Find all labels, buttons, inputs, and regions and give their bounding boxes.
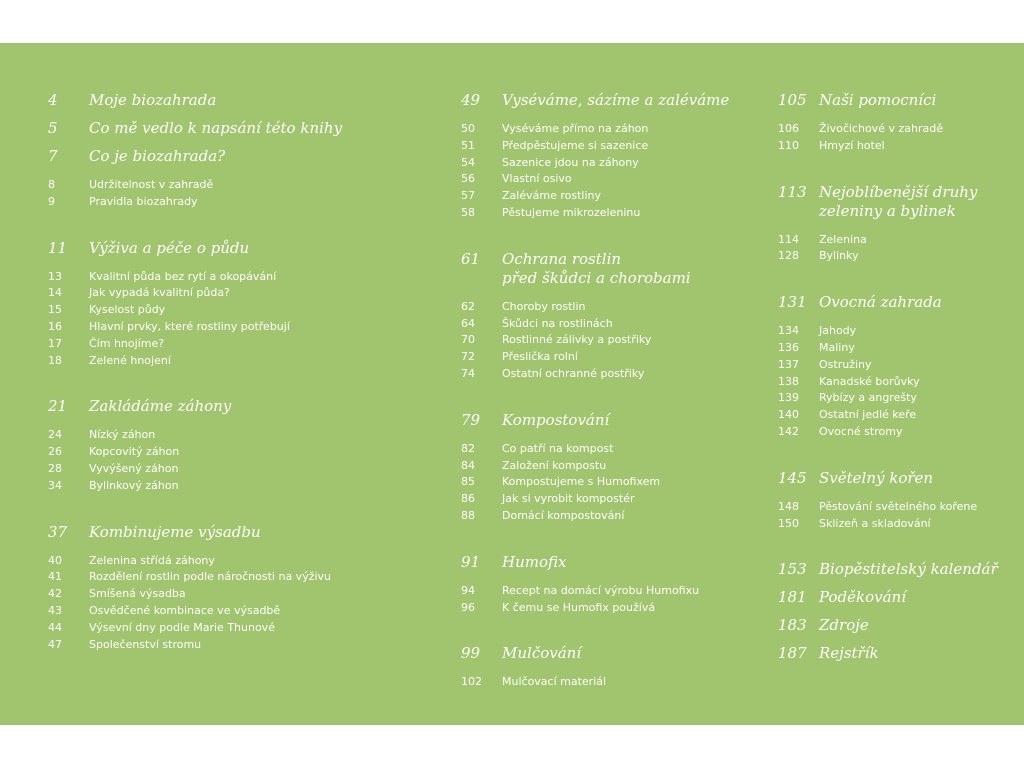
spacer — [778, 532, 1018, 560]
subsection-page-number: 50 — [461, 122, 475, 135]
subsection-list — [48, 177, 378, 211]
subsection-entry — [461, 138, 761, 155]
chapter-title-line: Poděkování — [819, 588, 906, 607]
subsection-title: Zaléváme rostliny — [502, 189, 601, 203]
chapter-title — [89, 147, 225, 166]
subsection-title: Rostlinné zálivky a postřiky — [502, 333, 652, 347]
subsection-entry — [778, 340, 1018, 357]
toc-chapter — [461, 91, 761, 110]
subsection-title: Bylinkový záhon — [89, 478, 179, 492]
subsection-list — [48, 553, 378, 654]
subsection-title: Kyselost půdy — [89, 303, 166, 317]
chapter-title — [819, 183, 977, 221]
subsection-title: Kompostujeme s Humofixem — [502, 475, 661, 489]
subsection-title: Kanadské borůvky — [819, 374, 920, 388]
subsection-page-number: 85 — [461, 475, 475, 489]
subsection-page-number: 70 — [461, 333, 475, 347]
toc-chapter — [48, 91, 378, 110]
chapter-title — [819, 644, 879, 663]
chapter-page-number: 91 — [461, 552, 481, 571]
subsection-entry — [778, 390, 1018, 407]
subsection-page-number: 16 — [48, 319, 62, 333]
subsection-page-number: 114 — [778, 232, 799, 246]
subsection-entry — [48, 569, 378, 586]
toc-chapter — [778, 560, 1018, 579]
chapter-title-line: Co mě vedlo k napsání této knihy — [89, 119, 343, 137]
chapter-title-line: Biopěstitelský kalendář — [819, 560, 998, 579]
subsection-entry — [461, 441, 761, 458]
subsection-entry — [461, 121, 761, 138]
subsection-entry — [48, 177, 378, 194]
toc-column-3 — [778, 91, 1018, 663]
chapter-page-number: 49 — [461, 91, 481, 109]
subsection-entry — [48, 603, 378, 620]
chapter-title-line: Kombinujeme výsadbu — [89, 522, 261, 541]
spacer — [461, 222, 761, 250]
subsection-title: Jak vypadá kvalitní půda? — [89, 286, 230, 300]
subsection-entry — [461, 674, 761, 691]
chapter-title-line: Ochrana rostlin — [502, 249, 622, 268]
subsection-list — [778, 121, 1018, 155]
subsection-title: Smíšená výsadba — [89, 587, 186, 601]
toc-chapter — [778, 183, 1018, 221]
chapter-page-number: 4 — [48, 91, 58, 109]
subsection-entry — [778, 499, 1018, 516]
chapter-page-number: 99 — [461, 644, 481, 663]
subsection-page-number: 94 — [461, 583, 475, 597]
subsection-title: Předpěstujeme si sazenice — [502, 138, 649, 152]
chapter-page-number: 21 — [48, 397, 68, 416]
chapter-title-line: Světelný kořen — [819, 468, 934, 487]
chapter-title — [502, 91, 729, 110]
chapter-title-line: Zakládáme záhony — [89, 397, 232, 416]
subsection-entry — [48, 553, 378, 570]
subsection-title: Co patří na kompost — [502, 441, 614, 455]
toc-column-1 — [48, 91, 378, 653]
subsection-page-number: 96 — [461, 600, 475, 614]
subsection-title: Domácí kompostování — [502, 508, 625, 522]
subsection-page-number: 14 — [48, 286, 62, 300]
toc-chapter — [778, 293, 1018, 312]
subsection-list — [778, 499, 1018, 533]
chapter-page-number: 79 — [461, 410, 481, 429]
spacer — [48, 138, 378, 147]
subsection-title: Živočichové v zahradě — [819, 122, 943, 135]
subsection-title: Pěstujeme mikrozeleninu — [502, 205, 641, 219]
subsection-entry — [48, 586, 378, 603]
subsection-page-number: 26 — [48, 445, 62, 459]
subsection-title: Pravidla biozahrady — [89, 194, 198, 208]
toc-chapter — [48, 147, 378, 166]
chapter-title-line: Co je biozahrada? — [89, 147, 226, 165]
subsection-title: Recept na domácí výrobu Humofixu — [502, 583, 700, 597]
subsection-entry — [778, 357, 1018, 374]
subsection-entry — [461, 316, 761, 333]
subsection-entry — [48, 194, 378, 211]
chapter-page-number: 61 — [461, 249, 481, 268]
toc-chapter — [461, 250, 761, 288]
subsection-page-number: 74 — [461, 366, 475, 380]
subsection-title: Kvalitní půda bez rytí a okopávání — [89, 269, 277, 283]
chapter-title — [819, 588, 906, 607]
subsection-page-number: 28 — [48, 461, 62, 475]
chapter-title-line: Humofix — [502, 552, 567, 571]
subsection-page-number: 18 — [48, 353, 62, 367]
subsection-title: Ovocné stromy — [819, 424, 903, 438]
subsection-entry — [461, 171, 761, 188]
subsection-page-number: 47 — [48, 637, 62, 651]
subsection-entry — [48, 461, 378, 478]
subsection-entry — [48, 319, 378, 336]
subsection-title: Maliny — [819, 340, 855, 354]
subsection-page-number: 40 — [48, 553, 62, 567]
subsection-page-number: 51 — [461, 138, 475, 152]
subsection-page-number: 86 — [461, 492, 475, 506]
subsection-title: Jak si vyrobit kompostér — [502, 492, 635, 506]
subsection-title: Vyvýšený záhon — [89, 461, 179, 475]
spacer — [48, 495, 378, 523]
subsection-page-number: 24 — [48, 428, 62, 442]
subsection-entry — [461, 299, 761, 316]
subsection-page-number: 62 — [461, 299, 475, 313]
chapter-page-number: 153 — [778, 560, 807, 579]
subsection-title: Vyséváme přímo na záhon — [502, 122, 649, 135]
subsection-entry — [461, 583, 761, 600]
subsection-page-number: 138 — [778, 374, 799, 388]
subsection-title: Nízký záhon — [89, 428, 156, 442]
subsection-entry — [48, 620, 378, 637]
chapter-title — [502, 250, 691, 288]
chapter-title — [502, 553, 566, 572]
subsection-entry — [48, 285, 378, 302]
spacer — [778, 265, 1018, 293]
spacer — [778, 579, 1018, 588]
chapter-page-number: 37 — [48, 522, 68, 541]
subsection-page-number: 148 — [778, 499, 799, 513]
subsection-title: Hlavní prvky, které rostliny potřebují — [89, 319, 290, 333]
subsection-page-number: 110 — [778, 138, 799, 152]
subsection-title: Mulčovací materiál — [502, 675, 607, 689]
subsection-title: Kopcovitý záhon — [89, 445, 180, 459]
subsection-list — [778, 232, 1018, 266]
subsection-title: Vlastní osivo — [502, 172, 572, 186]
chapter-title — [819, 91, 936, 110]
chapter-page-number: 5 — [48, 119, 58, 137]
subsection-page-number: 140 — [778, 408, 799, 422]
spacer — [48, 369, 378, 397]
chapter-title — [819, 469, 933, 488]
subsection-entry — [778, 323, 1018, 340]
chapter-title — [502, 411, 609, 430]
chapter-page-number: 105 — [778, 91, 807, 109]
toc-chapter — [778, 588, 1018, 607]
spacer — [461, 616, 761, 644]
toc-chapter — [48, 119, 378, 138]
subsection-entry — [461, 474, 761, 491]
subsection-entry — [778, 407, 1018, 424]
subsection-page-number: 9 — [48, 194, 55, 208]
chapter-title — [819, 293, 942, 312]
subsection-page-number: 41 — [48, 570, 62, 584]
subsection-entry — [461, 491, 761, 508]
subsection-entry — [461, 155, 761, 172]
chapter-title — [89, 397, 231, 416]
chapter-page-number: 7 — [48, 147, 58, 165]
chapter-title-line: Ovocná zahrada — [819, 293, 942, 312]
subsection-title: Škůdci na rostlinách — [502, 316, 613, 330]
toc-chapter — [778, 644, 1018, 663]
chapter-title — [819, 616, 869, 635]
subsection-page-number: 64 — [461, 316, 475, 330]
subsection-page-number: 142 — [778, 424, 799, 438]
subsection-page-number: 58 — [461, 205, 475, 219]
toc-chapter — [48, 397, 378, 416]
toc-chapter — [461, 553, 761, 572]
subsection-page-number: 150 — [778, 516, 799, 530]
spacer — [778, 635, 1018, 644]
spacer — [778, 155, 1018, 183]
subsection-title: Zelenina — [819, 232, 867, 246]
toc-chapter — [48, 523, 378, 542]
chapter-page-number: 183 — [778, 616, 807, 635]
subsection-entry — [778, 248, 1018, 265]
toc-chapter — [48, 239, 378, 258]
subsection-entry — [48, 637, 378, 654]
toc-chapter — [778, 469, 1018, 488]
chapter-title — [89, 91, 216, 110]
chapter-page-number: 181 — [778, 588, 807, 607]
subsection-page-number: 44 — [48, 620, 62, 634]
toc-chapter — [778, 616, 1018, 635]
subsection-page-number: 84 — [461, 458, 475, 472]
toc-chapter — [778, 91, 1018, 110]
subsection-page-number: 106 — [778, 122, 799, 135]
subsection-entry — [461, 205, 761, 222]
subsection-page-number: 139 — [778, 391, 799, 405]
subsection-page-number: 34 — [48, 478, 62, 492]
subsection-page-number: 57 — [461, 189, 475, 203]
subsection-title: Ostružiny — [819, 357, 872, 371]
chapter-title-line: Nejoblíbenější druhy — [819, 182, 978, 201]
subsection-list — [461, 299, 761, 383]
subsection-title: Ostatní ochranné postřiky — [502, 366, 645, 380]
subsection-title: Udržitelnost v zahradě — [89, 178, 214, 191]
subsection-title: Zelenina střídá záhony — [89, 553, 215, 567]
subsection-title: Založení kompostu — [502, 458, 607, 472]
chapter-page-number: 113 — [778, 182, 807, 201]
subsection-page-number: 88 — [461, 508, 475, 522]
subsection-entry — [778, 424, 1018, 441]
subsection-entry — [48, 336, 378, 353]
subsection-entry — [461, 332, 761, 349]
subsection-entry — [778, 121, 1018, 138]
subsection-page-number: 15 — [48, 303, 62, 317]
spacer — [48, 110, 378, 119]
chapter-page-number: 11 — [48, 238, 68, 257]
subsection-title: Hmyzí hotel — [819, 138, 885, 152]
subsection-entry — [461, 366, 761, 383]
toc-chapter — [461, 644, 761, 663]
subsection-entry — [461, 600, 761, 617]
subsection-title: Choroby rostlin — [502, 299, 586, 313]
subsection-title: Zelené hnojení — [89, 353, 171, 367]
chapter-title — [502, 644, 581, 663]
chapter-title-line: Výživa a péče o půdu — [89, 238, 250, 257]
subsection-entry — [48, 269, 378, 286]
subsection-page-number: 82 — [461, 441, 475, 455]
subsection-page-number: 102 — [461, 675, 482, 689]
subsection-entry — [778, 516, 1018, 533]
subsection-entry — [778, 374, 1018, 391]
subsection-title: Bylinky — [819, 249, 859, 263]
subsection-page-number: 43 — [48, 603, 62, 617]
subsection-page-number: 128 — [778, 249, 799, 263]
chapter-title-line: Mulčování — [502, 644, 582, 663]
subsection-page-number: 13 — [48, 269, 62, 283]
spacer — [48, 211, 378, 239]
subsection-list — [461, 121, 761, 222]
subsection-entry — [48, 478, 378, 495]
spacer — [461, 525, 761, 553]
subsection-title: Čím hnojíme? — [89, 336, 165, 350]
chapter-title-line: Kompostování — [502, 410, 610, 429]
chapter-page-number: 131 — [778, 293, 807, 312]
subsection-entry — [778, 138, 1018, 155]
spacer — [778, 441, 1018, 469]
chapter-page-number: 187 — [778, 644, 807, 663]
subsection-list — [48, 427, 378, 494]
chapter-page-number: 145 — [778, 468, 807, 487]
subsection-page-number: 8 — [48, 178, 55, 191]
subsection-entry — [461, 458, 761, 475]
subsection-title: Přeslička rolní — [502, 350, 578, 364]
subsection-title: Osvědčené kombinace ve výsadbě — [89, 603, 281, 617]
chapter-title-line: Moje biozahrada — [89, 91, 217, 109]
subsection-page-number: 42 — [48, 587, 62, 601]
subsection-title: Pěstování světelného kořene — [819, 499, 978, 513]
subsection-entry — [461, 188, 761, 205]
subsection-entry — [48, 302, 378, 319]
subsection-title: Sazenice jdou na záhony — [502, 155, 639, 169]
subsection-title: Ostatní jedlé keře — [819, 408, 917, 422]
subsection-list — [48, 269, 378, 370]
subsection-title: Společenství stromu — [89, 637, 202, 651]
subsection-title: K čemu se Humofix používá — [502, 600, 656, 614]
subsection-page-number: 17 — [48, 336, 62, 350]
subsection-title: Jahody — [819, 324, 857, 338]
subsection-title: Výsevní dny podle Marie Thunové — [89, 620, 275, 634]
chapter-title-line: zeleniny a bylinek — [819, 201, 956, 220]
subsection-title: Sklizeň a skladování — [819, 516, 931, 530]
spacer — [461, 383, 761, 411]
subsection-list — [461, 583, 761, 617]
subsection-list — [461, 674, 761, 691]
chapter-title-line: Zdroje — [819, 616, 869, 635]
chapter-title — [819, 560, 998, 579]
subsection-page-number: 72 — [461, 350, 475, 364]
chapter-title-line: Rejstřík — [819, 644, 879, 663]
chapter-title-line: před škůdci a chorobami — [502, 268, 691, 287]
subsection-entry — [48, 427, 378, 444]
subsection-list — [461, 441, 761, 525]
subsection-page-number: 137 — [778, 357, 799, 371]
toc-column-2 — [461, 91, 761, 691]
subsection-page-number: 134 — [778, 324, 799, 338]
subsection-title: Rozdělení rostlin podle náročnosti na výživu — [89, 570, 332, 584]
subsection-page-number: 136 — [778, 340, 799, 354]
chapter-title — [89, 523, 261, 542]
subsection-entry — [778, 232, 1018, 249]
chapter-title-line: Naši pomocníci — [819, 91, 937, 109]
chapter-title — [89, 239, 249, 258]
subsection-page-number: 54 — [461, 155, 475, 169]
subsection-entry — [48, 444, 378, 461]
toc-chapter — [461, 411, 761, 430]
spacer — [778, 607, 1018, 616]
subsection-entry — [48, 353, 378, 370]
subsection-title: Rybízy a angrešty — [819, 391, 917, 405]
chapter-title — [89, 119, 342, 138]
subsection-entry — [461, 349, 761, 366]
toc-panel — [0, 43, 1024, 725]
subsection-list — [778, 323, 1018, 441]
subsection-page-number: 56 — [461, 172, 475, 186]
subsection-entry — [461, 508, 761, 525]
chapter-title-line: Vyséváme, sázíme a zaléváme — [502, 91, 730, 109]
